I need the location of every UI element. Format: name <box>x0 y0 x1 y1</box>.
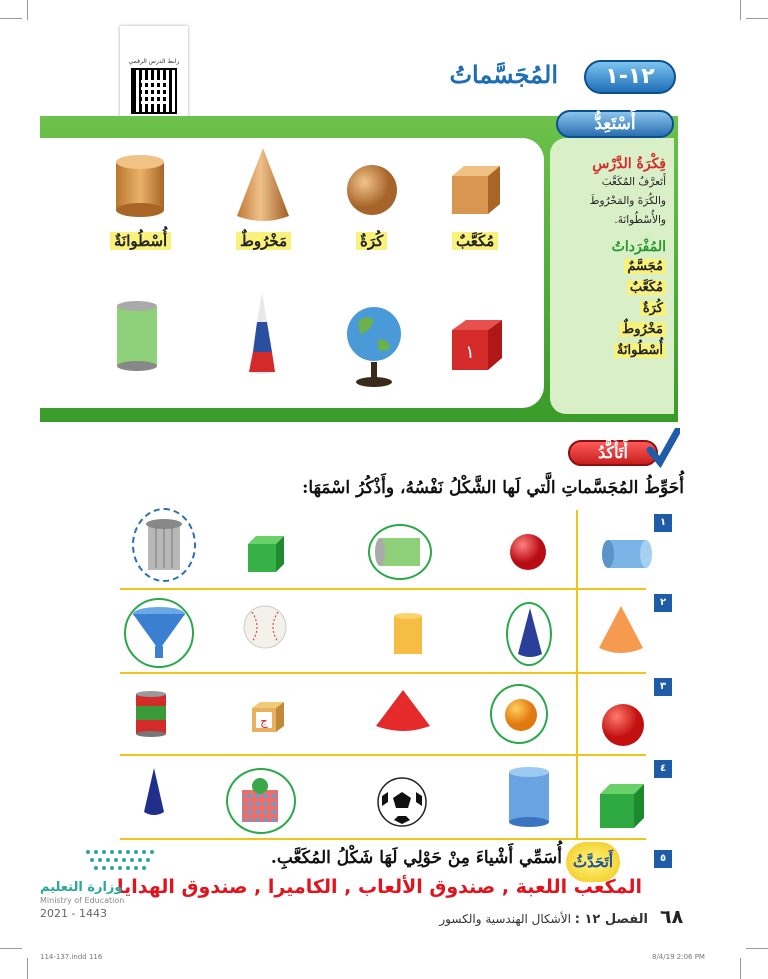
grid-divider <box>576 510 578 840</box>
check-mark-icon <box>646 428 680 468</box>
svg-text:١: ١ <box>465 342 475 363</box>
crop-mark <box>27 958 28 979</box>
orange-cone-image <box>596 604 646 656</box>
ministry-name-en: Ministry of Education <box>40 896 125 905</box>
label-cube: مُكَعَّبٌ <box>452 232 498 250</box>
crop-mark <box>0 18 22 19</box>
crop-mark <box>740 0 741 20</box>
vocab-item: مَخْرُوطٌ <box>619 322 666 337</box>
funnel-image <box>130 606 188 660</box>
ministry-name-ar: وزارة التعليم <box>40 880 123 895</box>
food-can-image <box>134 690 168 738</box>
print-timestamp: 8/4/19 2:06 PM <box>652 953 705 961</box>
red-ball-image <box>508 532 548 572</box>
vocab-item: أُسْطُوانَةٌ <box>614 343 666 358</box>
wooden-cylinder-image <box>110 152 170 218</box>
lesson-number-badge: ١٢-١ <box>584 60 676 94</box>
blue-cone-image <box>142 766 166 818</box>
check-instruction: أُحَوِّطُ المُجَسَّماتِ الَّتي لَها الشَّكْلُ نَفْسُهُ، وأَذْكُرُ اسْمَهَا: <box>302 478 684 498</box>
grid-divider <box>120 838 646 840</box>
crop-mark <box>746 18 768 19</box>
page-number: ٦٨ <box>660 906 684 928</box>
can-image <box>114 300 160 372</box>
handwritten-answer: المكعب اللعبة , صندوق الألعاب , الكاميرا , صندوق الهدايا <box>116 876 642 898</box>
prepare-badge: أَسْتَعِدُّ <box>556 110 674 138</box>
green-cube-image <box>596 780 648 830</box>
row-number: ٢ <box>654 594 672 612</box>
row-number: ٥ <box>654 850 672 868</box>
blue-cylinder-image <box>600 534 652 574</box>
red-cone-image <box>372 688 434 736</box>
check-badge: أَتَأَكَّدُ <box>568 440 658 466</box>
blue-cone-image <box>516 606 544 660</box>
trash-can-image <box>144 516 184 572</box>
wooden-sphere-image <box>346 164 398 216</box>
letter-block-image <box>250 700 286 734</box>
wooden-cube-image <box>448 162 504 218</box>
wooden-cone-image <box>234 146 292 226</box>
vocab-heading: المُفْرَداتُ <box>611 239 666 255</box>
blue-cylinder-image <box>506 766 552 828</box>
crop-mark <box>27 0 28 20</box>
vocab-item: مُجَسَّمٌ <box>624 259 666 274</box>
row-number: ١ <box>654 514 672 532</box>
qr-code-icon[interactable] <box>131 68 177 114</box>
orange-glass-image <box>390 612 426 656</box>
qr-label: رابط الدرس الرقمي <box>128 58 180 65</box>
row-number: ٤ <box>654 760 672 778</box>
ministry-logo-icon <box>82 846 162 874</box>
vocab-item: مُكَعَّبٌ <box>627 280 666 295</box>
talk-badge: أَتَحَدَّثُ <box>566 842 620 882</box>
globe-image <box>344 304 404 390</box>
talk-question: أُسَمِّي أَشْياءَ مِنْ حَوْلِي لَهَا شَكْلُ المُكَعَّبِ. <box>270 848 562 868</box>
grid-divider <box>120 754 646 756</box>
lesson-idea-line: والكُرَةَ والمَخْرُوطَ <box>589 195 666 207</box>
soccer-ball-image <box>376 776 428 828</box>
red-sphere-image <box>600 702 646 748</box>
baseball-image <box>242 604 288 650</box>
toy-cube-image <box>448 316 506 374</box>
crop-mark <box>740 958 741 979</box>
print-slug: 114-137.indd 116 <box>40 953 103 961</box>
party-hat-image <box>248 292 276 376</box>
crop-mark <box>0 948 22 949</box>
label-cylinder: أُسْطُوانَةٌ <box>110 232 171 250</box>
chapter-footer <box>439 912 648 927</box>
vocab-item: كُرَةٌ <box>640 301 666 316</box>
label-sphere: كُرَةٌ <box>356 232 387 250</box>
lesson-idea-line: والأُسْطُوانَةَ. <box>614 214 666 226</box>
lesson-title: المُجَسَّماتُ <box>449 60 558 89</box>
green-can-image <box>374 534 426 570</box>
grid-divider <box>120 672 646 674</box>
label-cone: مَخْرُوطٌ <box>236 232 291 250</box>
grid-divider <box>120 588 646 590</box>
crop-mark <box>746 948 768 949</box>
svg-text:ج: ج <box>260 714 268 728</box>
gift-box-image <box>238 776 282 824</box>
ministry-year: 2021 - 1443 <box>40 907 107 920</box>
orange-ball-image <box>504 698 538 732</box>
lesson-idea-heading: فِكْرَةُ الدَّرْسِ <box>592 156 666 172</box>
chapter-label: الفصل ١٢ : <box>574 912 648 927</box>
lesson-sidebar <box>550 138 674 414</box>
chapter-title: الأشكال الهندسية والكسور <box>439 912 571 926</box>
green-cube-image <box>244 534 288 574</box>
lesson-idea-line: أَتَعرَّفُ المُكَعَّبَ <box>601 176 666 188</box>
row-number: ٣ <box>654 678 672 696</box>
